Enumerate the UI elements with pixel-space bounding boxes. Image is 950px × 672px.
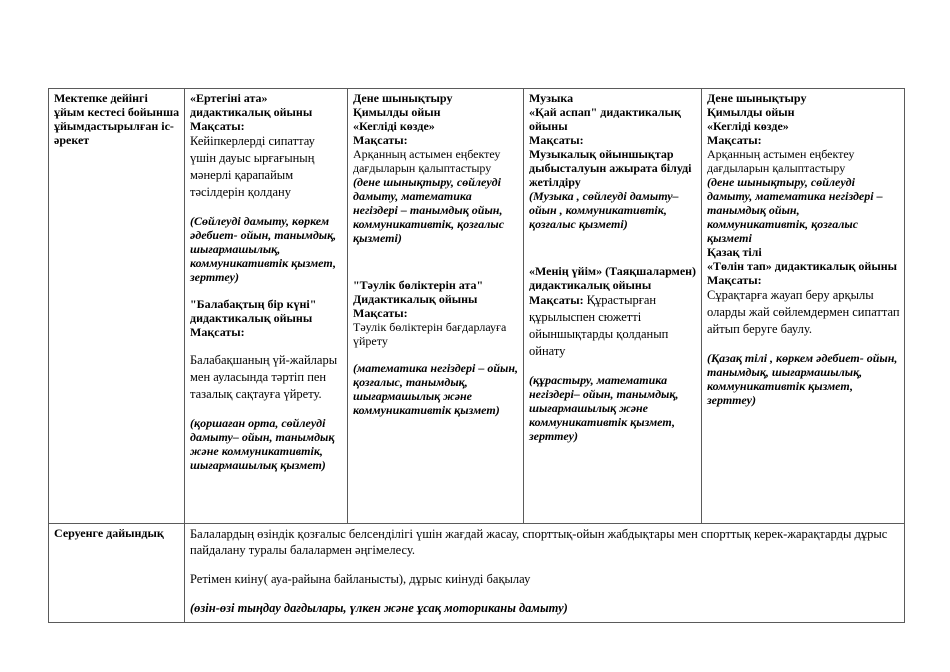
row-label-walk-prep: Серуенге дайындық [54,526,164,540]
game-title: «Кегліді көзде» [707,119,789,133]
goal-label: Мақсаты: [353,306,408,320]
walk-prep-cell [185,524,905,623]
areas-text: (дене шынықтыру, сөйлеуді дамыту, математика негіздері – танымдық ойын, коммуникативтік, қозғалыс қызметі) [353,175,505,245]
goal-text: Арқанның астымен еңбектеу дағдыларын қалыптастыру [353,147,501,175]
game-type: Қимылды ойын [353,105,441,119]
game-title: "Балабақтың бір күні" дидактикалық ойыны [190,297,317,325]
walk-prep-text: Балалардың өзіндік қозғалыс белсенділігі үшін жағдай жасау, спорттық-ойын жабдықтары мен спорттық керек-жарақтарды дұрыс пайдалану туралы балалармен әңгімелесу. [190,527,888,557]
game-type: Қимылды ойын [707,105,795,119]
goal-text: Сұрақтарға жауап беру арқылы оларды жай сөйлемдермен сипаттап айтып беруге баулу. [707,288,900,336]
goal-text: Кейіпкерлерді сипаттау үшін дауыс ырғағының мәнерлі қарапайым тәсілдерін қолдану [190,134,315,199]
day-cell-2 [348,89,524,524]
goal-text: Балабақшаның үй-жайлары мен ауласында тәртіп пен тазалық сақтауға үйрету. [190,353,338,401]
goal-text: Музыкалық ойыншықтар дыбысталуын ажырата білуді жетілдіру [529,147,692,189]
walk-prep-row [49,524,905,623]
game-title: "Тәулік бөліктерін ата" Дидактикалық ойыны [353,278,484,306]
game-title: «Ертегіні ата» дидактикалық ойыны [190,91,313,119]
walk-prep-text: Ретімен киіну( ауа-райына байланысты), дұрыс киінуді бақылау [190,572,531,586]
subject-name: Қазақ тілі [707,245,762,259]
goal-text: Құрастырған құрылыспен сюжетті ойыншықтарды қолданып ойнату [529,293,669,358]
walk-prep-areas: (өзін-өзі тыңдау дағдылары, үлкен және ұсақ моториканы дамыту) [190,601,568,615]
goal-label: Мақсаты: [707,133,762,147]
goal-label: Мақсаты: [529,133,584,147]
areas-text: (Сөйлеуді дамыту, көркем әдебиет- ойын, танымдық, шығармашылық, коммуникативтік қызмет, зерттеу) [190,214,337,284]
game-title: «Төлін тап» дидактикалық ойыны [707,259,897,273]
game-title: «Кегліді көзде» [353,119,435,133]
row-label-activities: Мектепке дейінгі ұйым кестесі бойынша ұйымдастырылған іс-әрекет [54,91,180,147]
areas-text: (математика негіздері – ойын, қозғалыс, танымдық, шығармашылық және коммуникативтік қызмет) [353,361,518,417]
activities-row [49,89,905,524]
subject-name: Дене шынықтыру [353,91,453,105]
row-label-cell [49,524,185,623]
goal-text: Арқанның астымен еңбектеу дағдыларын қалыптастыру [707,147,855,175]
subject-name: Дене шынықтыру [707,91,807,105]
areas-text: (қоршаған орта, сөйлеуді дамыту– ойын, танымдық және коммуникативтік, шығармашылық қызмет) [190,416,335,472]
areas-text: (дене шынықтыру, сөйлеуді дамыту, математика негіздері – танымдық ойын, коммуникативтік, қозғалыс қызметі [707,175,883,245]
game-title: «Қай аспап" дидактикалық ойыны [529,105,681,133]
day-cell-3 [524,89,702,524]
goal-label: Мақсаты: [529,293,584,307]
goal-label: Мақсаты: [190,119,245,133]
areas-text: (Қазақ тілі , көркем әдебиет- ойын, танымдық, шығармашылық, коммуникативтік қызмет, зерттеу) [707,351,898,407]
day-cell-1 [185,89,348,524]
areas-text: (құрастыру, математика негіздері– ойын, танымдық, шығармашылық және коммуникативтік қызмет, зерттеу) [529,373,679,443]
goal-text: Тәулік бөліктерін бағдарлауға үйрету [353,320,507,348]
row-label-cell [49,89,185,524]
schedule-table [48,88,905,623]
goal-label: Мақсаты: [353,133,408,147]
game-title: «Менің үйім» (Таяқшалармен) дидактикалық ойыны [529,264,697,292]
areas-text: (Музыка , сөйлеуді дамыту– ойын , коммуникативтік, қозғалыс қызметі) [529,189,679,231]
goal-label: Мақсаты: [707,273,762,287]
goal-line [529,292,697,360]
day-cell-4 [702,89,905,524]
goal-label: Мақсаты: [190,325,245,339]
subject-name: Музыка [529,91,574,105]
